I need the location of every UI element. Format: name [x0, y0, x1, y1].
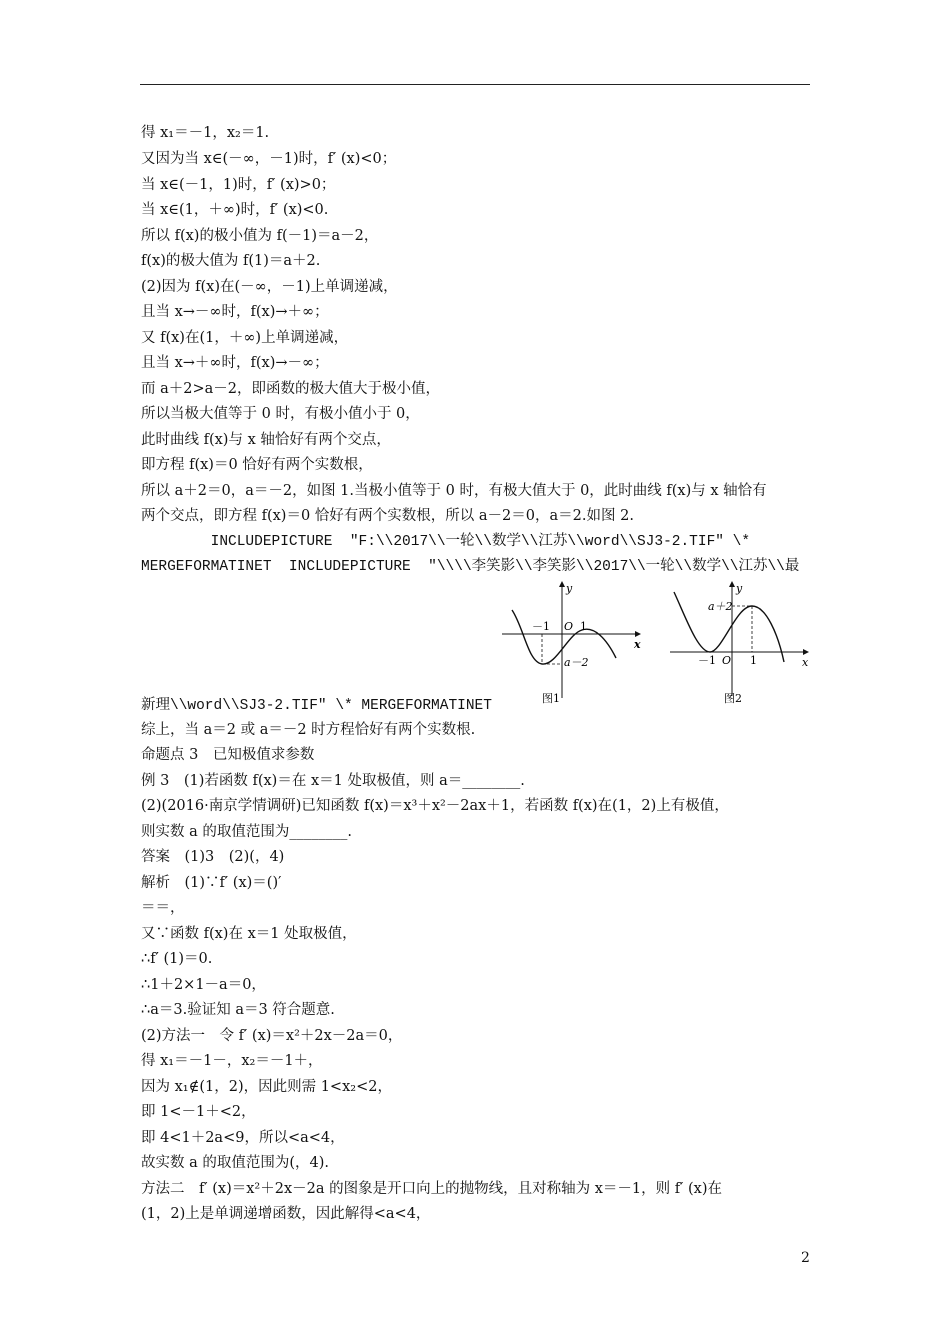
text-line: 又因为当 x∈(－∞，－1)时，f′ (x)<0；	[141, 151, 397, 167]
text-line: 因为 x₁∉(1，2)，因此则需 1<x₂<2，	[141, 1079, 392, 1095]
text-line: 所以 f(x)的极小值为 f(－1)＝a－2，	[141, 228, 379, 244]
tick-label-pos: 1	[750, 654, 757, 667]
tick-label-neg: －1	[532, 620, 550, 633]
origin-label: O	[722, 654, 732, 667]
y-axis-label: y	[566, 582, 573, 595]
text-line: 而 a＋2>a－2，即函数的极大值大于极小值，	[141, 381, 440, 397]
text-line: 所以 a＋2＝0，a＝－2，如图 1.当极小值等于 0 时，有极大值大于 0，此时曲线 f(x)与 x 轴恰有	[141, 483, 767, 499]
text-line: 答案 (1)3 (2)(，4)	[141, 849, 285, 865]
text-line: 即 1<－1＋<2，	[141, 1104, 256, 1120]
text-line: 此时曲线 f(x)与 x 轴恰好有两个交点，	[141, 432, 391, 448]
text-line: 当 x∈(－1，1)时，f′ (x)>0；	[141, 177, 336, 193]
text-line: 且当 x→－∞时，f(x)→＋∞；	[141, 304, 329, 320]
text-line: (2)方法一 令 f′ (x)＝x²＋2x－2a＝0，	[141, 1028, 403, 1044]
text-line: 解析 (1)∵f′ (x)＝()′	[141, 875, 282, 891]
min-value-label: a－2	[564, 656, 589, 669]
text-line: 当 x∈(1，＋∞)时，f′ (x)<0.	[141, 202, 329, 218]
figure-2	[666, 578, 816, 708]
text-line: 得 x₁＝－1－，x₂＝－1＋，	[141, 1053, 323, 1069]
max-value-label: a＋2	[708, 600, 733, 613]
text-line: 得 x₁＝－1，x₂＝1.	[141, 125, 270, 141]
field-code-line: 新理\\word\\SJ3-2.TIF" \* MERGEFORMATINET	[141, 698, 492, 714]
field-code-line: MERGEFORMATINET INCLUDEPICTURE "\\\\李笑影\\李笑影\\2017\\一轮\\数学\\江苏\\最	[141, 559, 800, 575]
text-line: 所以当极大值等于 0 时，有极小值小于 0，	[141, 406, 420, 422]
text-line: 又 f(x)在(1，＋∞)上单调递减，	[141, 330, 349, 346]
text-line: ＝＝，	[141, 900, 185, 916]
section-heading: 命题点 3 已知极值求参数	[141, 747, 315, 763]
text-line: f(x)的极大值为 f(1)＝a＋2.	[141, 253, 321, 269]
x-axis-label: x	[634, 638, 641, 651]
text-line: 方法二 f′ (x)＝x²＋2x－2a 的图象是开口向上的抛物线，且对称轴为 x＝－1，则 f′ (x)在	[141, 1181, 723, 1197]
text-line: 例 3 (1)若函数 f(x)＝在 x＝1 处取极值，则 a＝________.	[141, 773, 525, 789]
text-line: 两个交点，即方程 f(x)＝0 恰好有两个实数根，所以 a－2＝0，a＝2.如图 2.	[141, 508, 634, 524]
text-line: 即方程 f(x)＝0 恰好有两个实数根，	[141, 457, 373, 473]
text-line: ∴f′ (1)＝0.	[141, 951, 213, 967]
figure-caption: 图1	[542, 692, 560, 705]
tick-label-neg: －1	[698, 654, 716, 667]
text-line: (1，2)上是单调递增函数，因此解得<a<4，	[141, 1206, 431, 1222]
figure-caption: 图2	[724, 692, 742, 705]
text-line: 又∵函数 f(x)在 x＝1 处取极值，	[141, 926, 357, 942]
page-number: 2	[801, 1250, 810, 1266]
figure-1	[498, 578, 648, 708]
tick-label-pos: 1	[580, 620, 587, 633]
text-line: (2)因为 f(x)在(－∞，－1)上单调递减，	[141, 279, 398, 295]
text-line: 则实数 a 的取值范围为________.	[141, 824, 352, 840]
origin-label: O	[564, 620, 574, 633]
text-line: ∴a＝3.验证知 a＝3 符合题意.	[141, 1002, 335, 1018]
x-axis-label: x	[802, 656, 809, 669]
text-line: 即 4<1＋2a<9，所以<a<4，	[141, 1130, 345, 1146]
text-line: 且当 x→＋∞时，f(x)→－∞；	[141, 355, 329, 371]
field-code-line: INCLUDEPICTURE "F:\\2017\\一轮\\数学\\江苏\\word\\SJ3-2.TIF" \*	[141, 534, 751, 550]
header-rule	[140, 84, 810, 85]
text-line: 综上，当 a＝2 或 a＝－2 时方程恰好有两个实数根.	[141, 722, 476, 738]
text-line: ∴1＋2×1－a＝0，	[141, 977, 266, 993]
text-line: 故实数 a 的取值范围为(，4).	[141, 1155, 330, 1171]
text-line: (2)(2016·南京学情调研)已知函数 f(x)＝x³＋x²－2ax＋1，若函数 f(x)在(1，2)上有极值，	[141, 798, 729, 814]
y-axis-label: y	[736, 582, 743, 595]
